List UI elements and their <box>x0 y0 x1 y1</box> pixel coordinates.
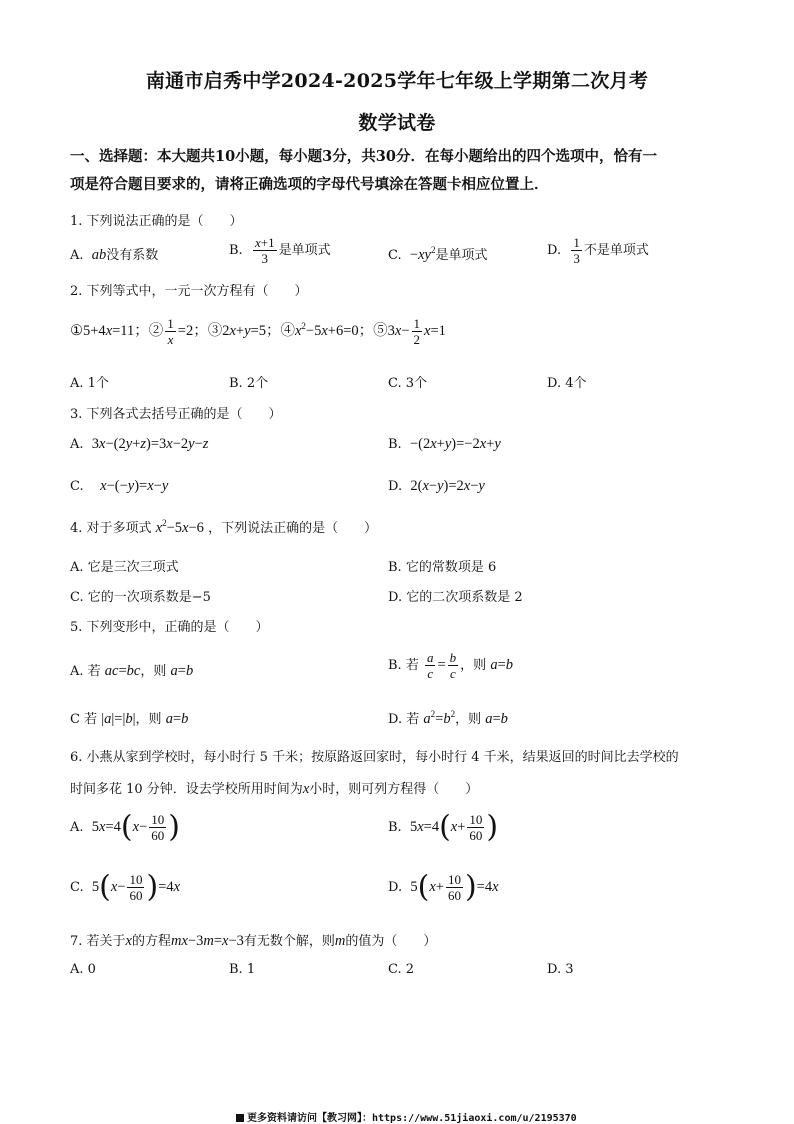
q7-option-a: A. 0 <box>70 962 96 977</box>
q7-option-b: B. 1 <box>229 962 256 977</box>
question-3-stem: 3. 下列各式去括号正确的是（ ） <box>70 407 282 422</box>
q2-equations: ①5+4x=11；② $\frac{1}{x}$ =2；③2x+y=5；$④x^2-5x+6=0$；⑤3x− $\frac{1}{2}$ x=1 <box>70 316 446 347</box>
q7-option-d: D. 3 <box>547 962 574 977</box>
q4-option-b: B. 它的常数项是 6 <box>388 560 497 575</box>
q3-option-a: A. 3x−(2y+z)=3x−2y−z <box>70 436 209 452</box>
q1-option-b: B. $\frac{x+1}{3}$ 是单项式 <box>229 235 331 266</box>
question-7-stem: 7. 若关于x的方程mx−3m=x−3有无数个解，则m的值为（ ） <box>70 933 437 949</box>
footer-link[interactable]: 更多资料请访问【教习网】：https://www.51jiaoxi.com/u/2195370 <box>236 1109 577 1124</box>
q4-option-d: D. 它的二次项系数是 2 <box>388 590 523 605</box>
question-6-line1: 6. 小燕从家到学校时，每小时行 5 千米；按原路返回家时，每小时行 4 千米，结果返回的时间比去学校的 <box>70 750 679 765</box>
question-5-stem: 5. 下列变形中，正确的是（ ） <box>70 620 269 635</box>
exam-subtitle: 数学试卷 <box>358 112 436 134</box>
q1-option-c: C. $-xy^2$是单项式 <box>388 245 488 263</box>
q4-option-c: C. 它的一次项系数是−5 <box>70 590 211 605</box>
q3-option-c: C. x−(−y)=x−y <box>70 478 169 494</box>
exam-title: 南通市启秀中学2024-2025学年七年级上学期第二次月考 <box>145 70 649 92</box>
section-instructions-line1: 一、选择题：本大题共10小题，每小题3分，共30分．在每小题给出的四个选项中，恰有一 <box>70 148 657 165</box>
section-instructions-line2: 项是符合题目要求的，请将正确选项的字母代号填涂在答题卡相应位置上． <box>70 176 549 193</box>
question-6-line2: 时间多花 10 分钟．设去学校所用时间为x小时，则可列方程得（ ） <box>70 781 479 797</box>
q5-option-b: B. 若 $\frac{a}{c}$ = $\frac{b}{c}$ ，则 a=b <box>388 650 513 681</box>
q2-option-a: A. 1个 <box>70 376 109 391</box>
flag-icon <box>236 1114 244 1122</box>
q6-option-c: C. 5(x− $\frac{10}{60}$ )=4x <box>70 869 181 905</box>
q5-option-d: D. 若 $a^2=b^2$，则 a=b <box>388 709 508 727</box>
q5-option-c: C 若 |a|=|b|，则 a=b <box>70 711 189 727</box>
q7-option-c: C. 2 <box>388 962 415 977</box>
q1-option-d: D. $\frac{1}{3}$ 不是单项式 <box>547 235 649 266</box>
q6-option-b: B. 5x=4(x+ $\frac{10}{60}$ ) <box>388 809 499 845</box>
q1-a-text: 没有系数 <box>106 248 159 263</box>
q2-option-d: D. 4个 <box>547 376 587 391</box>
q2-option-c: C. 3个 <box>388 376 428 391</box>
q3-option-d: D. 2(x−y)=2x−y <box>388 478 485 494</box>
q2-option-b: B. 2个 <box>229 376 269 391</box>
question-1-stem: 1. 下列说法正确的是（ ） <box>70 214 243 229</box>
q6-option-a: A. 5x=4(x− $\frac{10}{60}$ ) <box>70 809 180 845</box>
question-2-stem: 2. 下列等式中，一元一次方程有（ ） <box>70 284 308 299</box>
q3-option-b: B. −(2x+y)=−2x+y <box>388 436 501 452</box>
q1-option-a: A. ab没有系数 <box>70 247 159 263</box>
q5-option-a: A. 若 ac=bc，则 a=b <box>70 663 194 679</box>
q4-option-a: A. 它是三次三项式 <box>70 560 179 575</box>
question-4-stem: 4. 对于多项式 $x^2-5x-6$ ，下列说法正确的是（ ） <box>70 518 378 536</box>
q6-option-d: D. 5(x+ $\frac{10}{60}$ )=4x <box>388 869 499 905</box>
